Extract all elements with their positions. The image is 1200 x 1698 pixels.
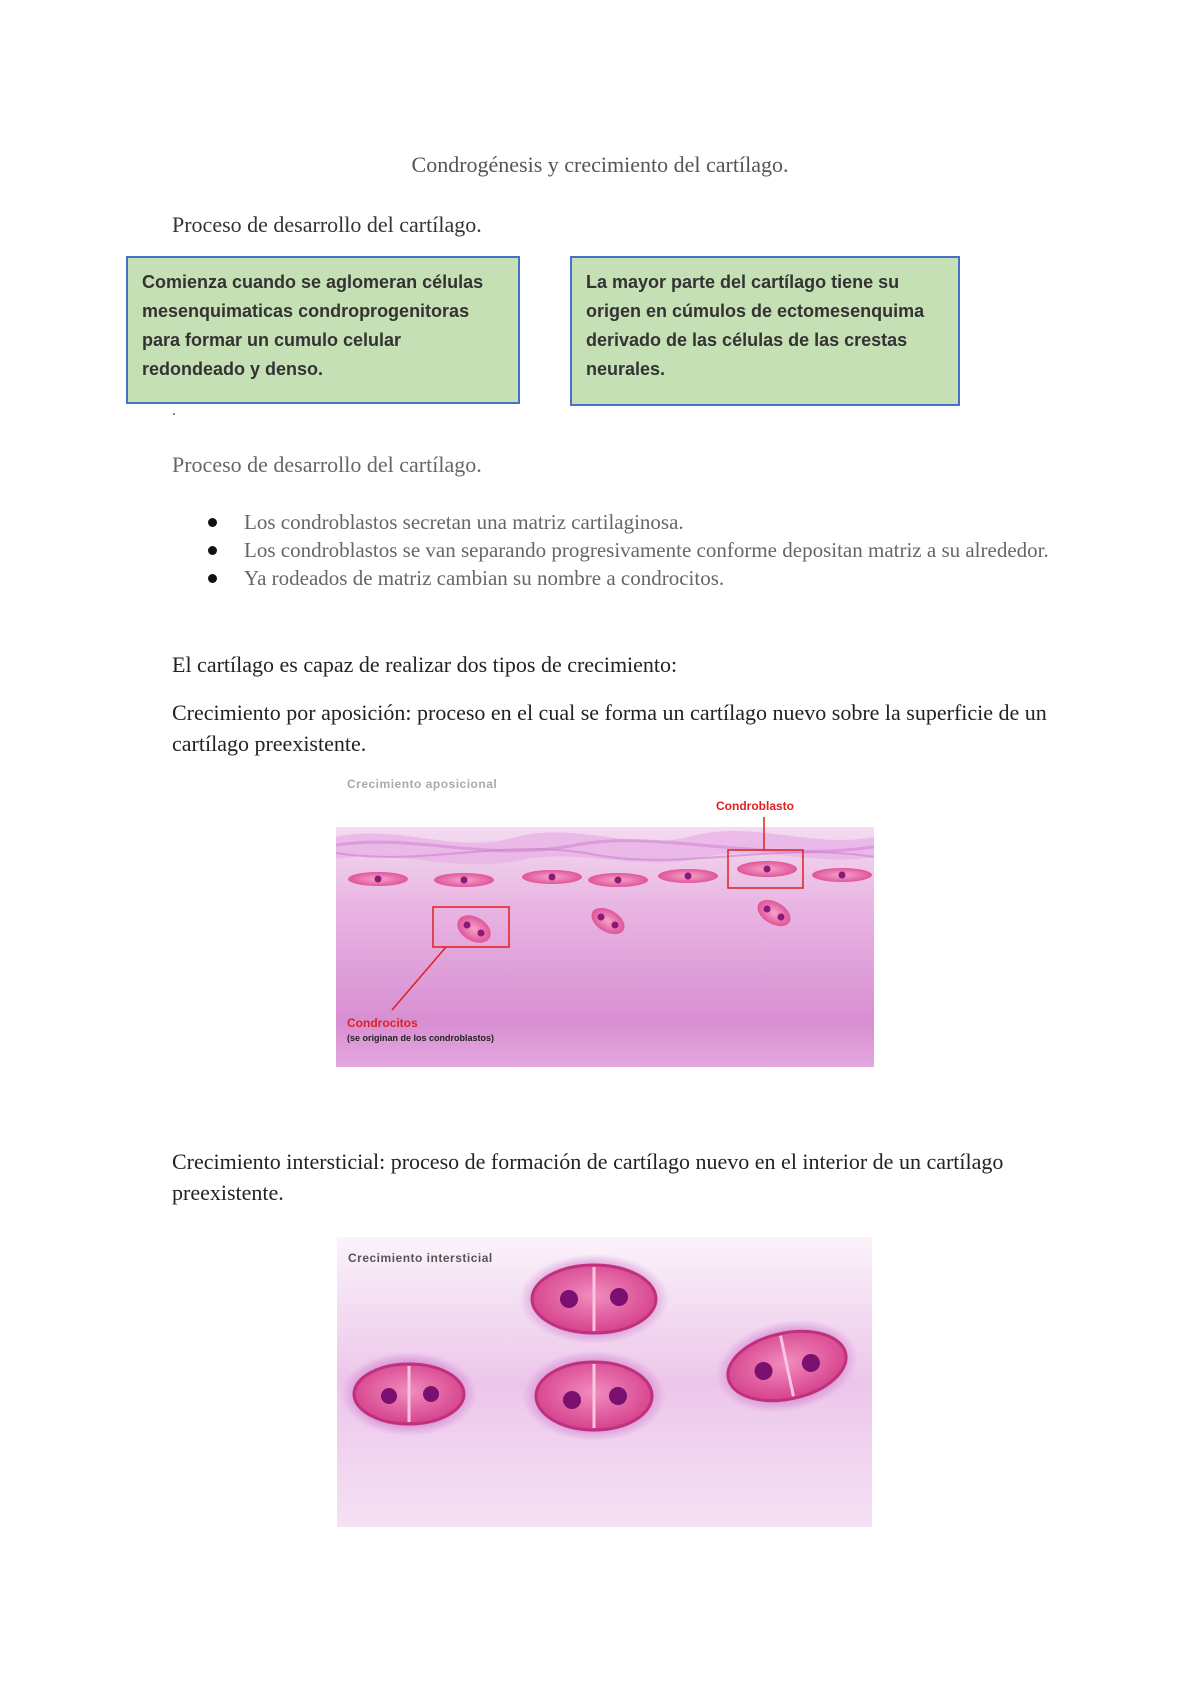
condrocitos-sublabel: (se originan de los condroblastos) xyxy=(347,1033,495,1043)
figure-title: Crecimiento intersticial xyxy=(348,1251,493,1265)
bullet-icon xyxy=(208,518,217,527)
bullet-list xyxy=(204,508,1054,592)
callout-box-left: Comienza cuando se aglomeran células mesenquimaticas condroprogenitoras para formar un cumulo celular redondeado y denso. xyxy=(126,256,520,404)
list-item-text: Los condroblastos secretan una matriz cartilaginosa. xyxy=(244,510,684,534)
figure-title: Crecimiento aposicional xyxy=(347,777,498,791)
stray-period: . xyxy=(172,402,176,419)
cell-group xyxy=(341,1352,477,1436)
list-item-text: Ya rodeados de matriz cambian su nombre a condrocitos. xyxy=(244,566,725,590)
bullet-icon xyxy=(208,574,217,583)
interstitial-paragraph: Crecimiento intersticial: proceso de formación de cartílago nuevo en el interior de un cartílago preexistente. xyxy=(172,1149,1004,1205)
condrocitos-label: Condrocitos xyxy=(347,1016,418,1030)
cell-group xyxy=(522,1351,666,1441)
list-item xyxy=(204,508,1054,536)
list-item xyxy=(204,564,1054,592)
list-item xyxy=(204,536,1054,564)
callout-box-right: La mayor parte del cartílago tiene su origen en cúmulos de ectomesenquima derivado de las células de las crestas neurales. xyxy=(570,256,960,406)
condroblasto-label: Condroblasto xyxy=(716,799,794,813)
page-title: Condrogénesis y crecimiento del cartílago. xyxy=(411,152,789,177)
section-heading: Proceso de desarrollo del cartílago. xyxy=(172,212,482,237)
cell-group xyxy=(519,1254,669,1344)
growth-intro: El cartílago es capaz de realizar dos tipos de crecimiento: xyxy=(172,652,678,677)
appositional-growth-figure xyxy=(336,767,874,1067)
section-heading-2: Proceso de desarrollo del cartílago. xyxy=(172,452,482,477)
list-item-text: Los condroblastos se van separando progresivamente conforme depositan matriz a su alrededor. xyxy=(244,538,1049,562)
bullet-icon xyxy=(208,546,217,555)
appositional-paragraph: Crecimiento por aposición: proceso en el cual se forma un cartílago nuevo sobre la superficie de un cartílago preexistente. xyxy=(172,700,1047,756)
interstitial-growth-figure xyxy=(337,1237,872,1527)
